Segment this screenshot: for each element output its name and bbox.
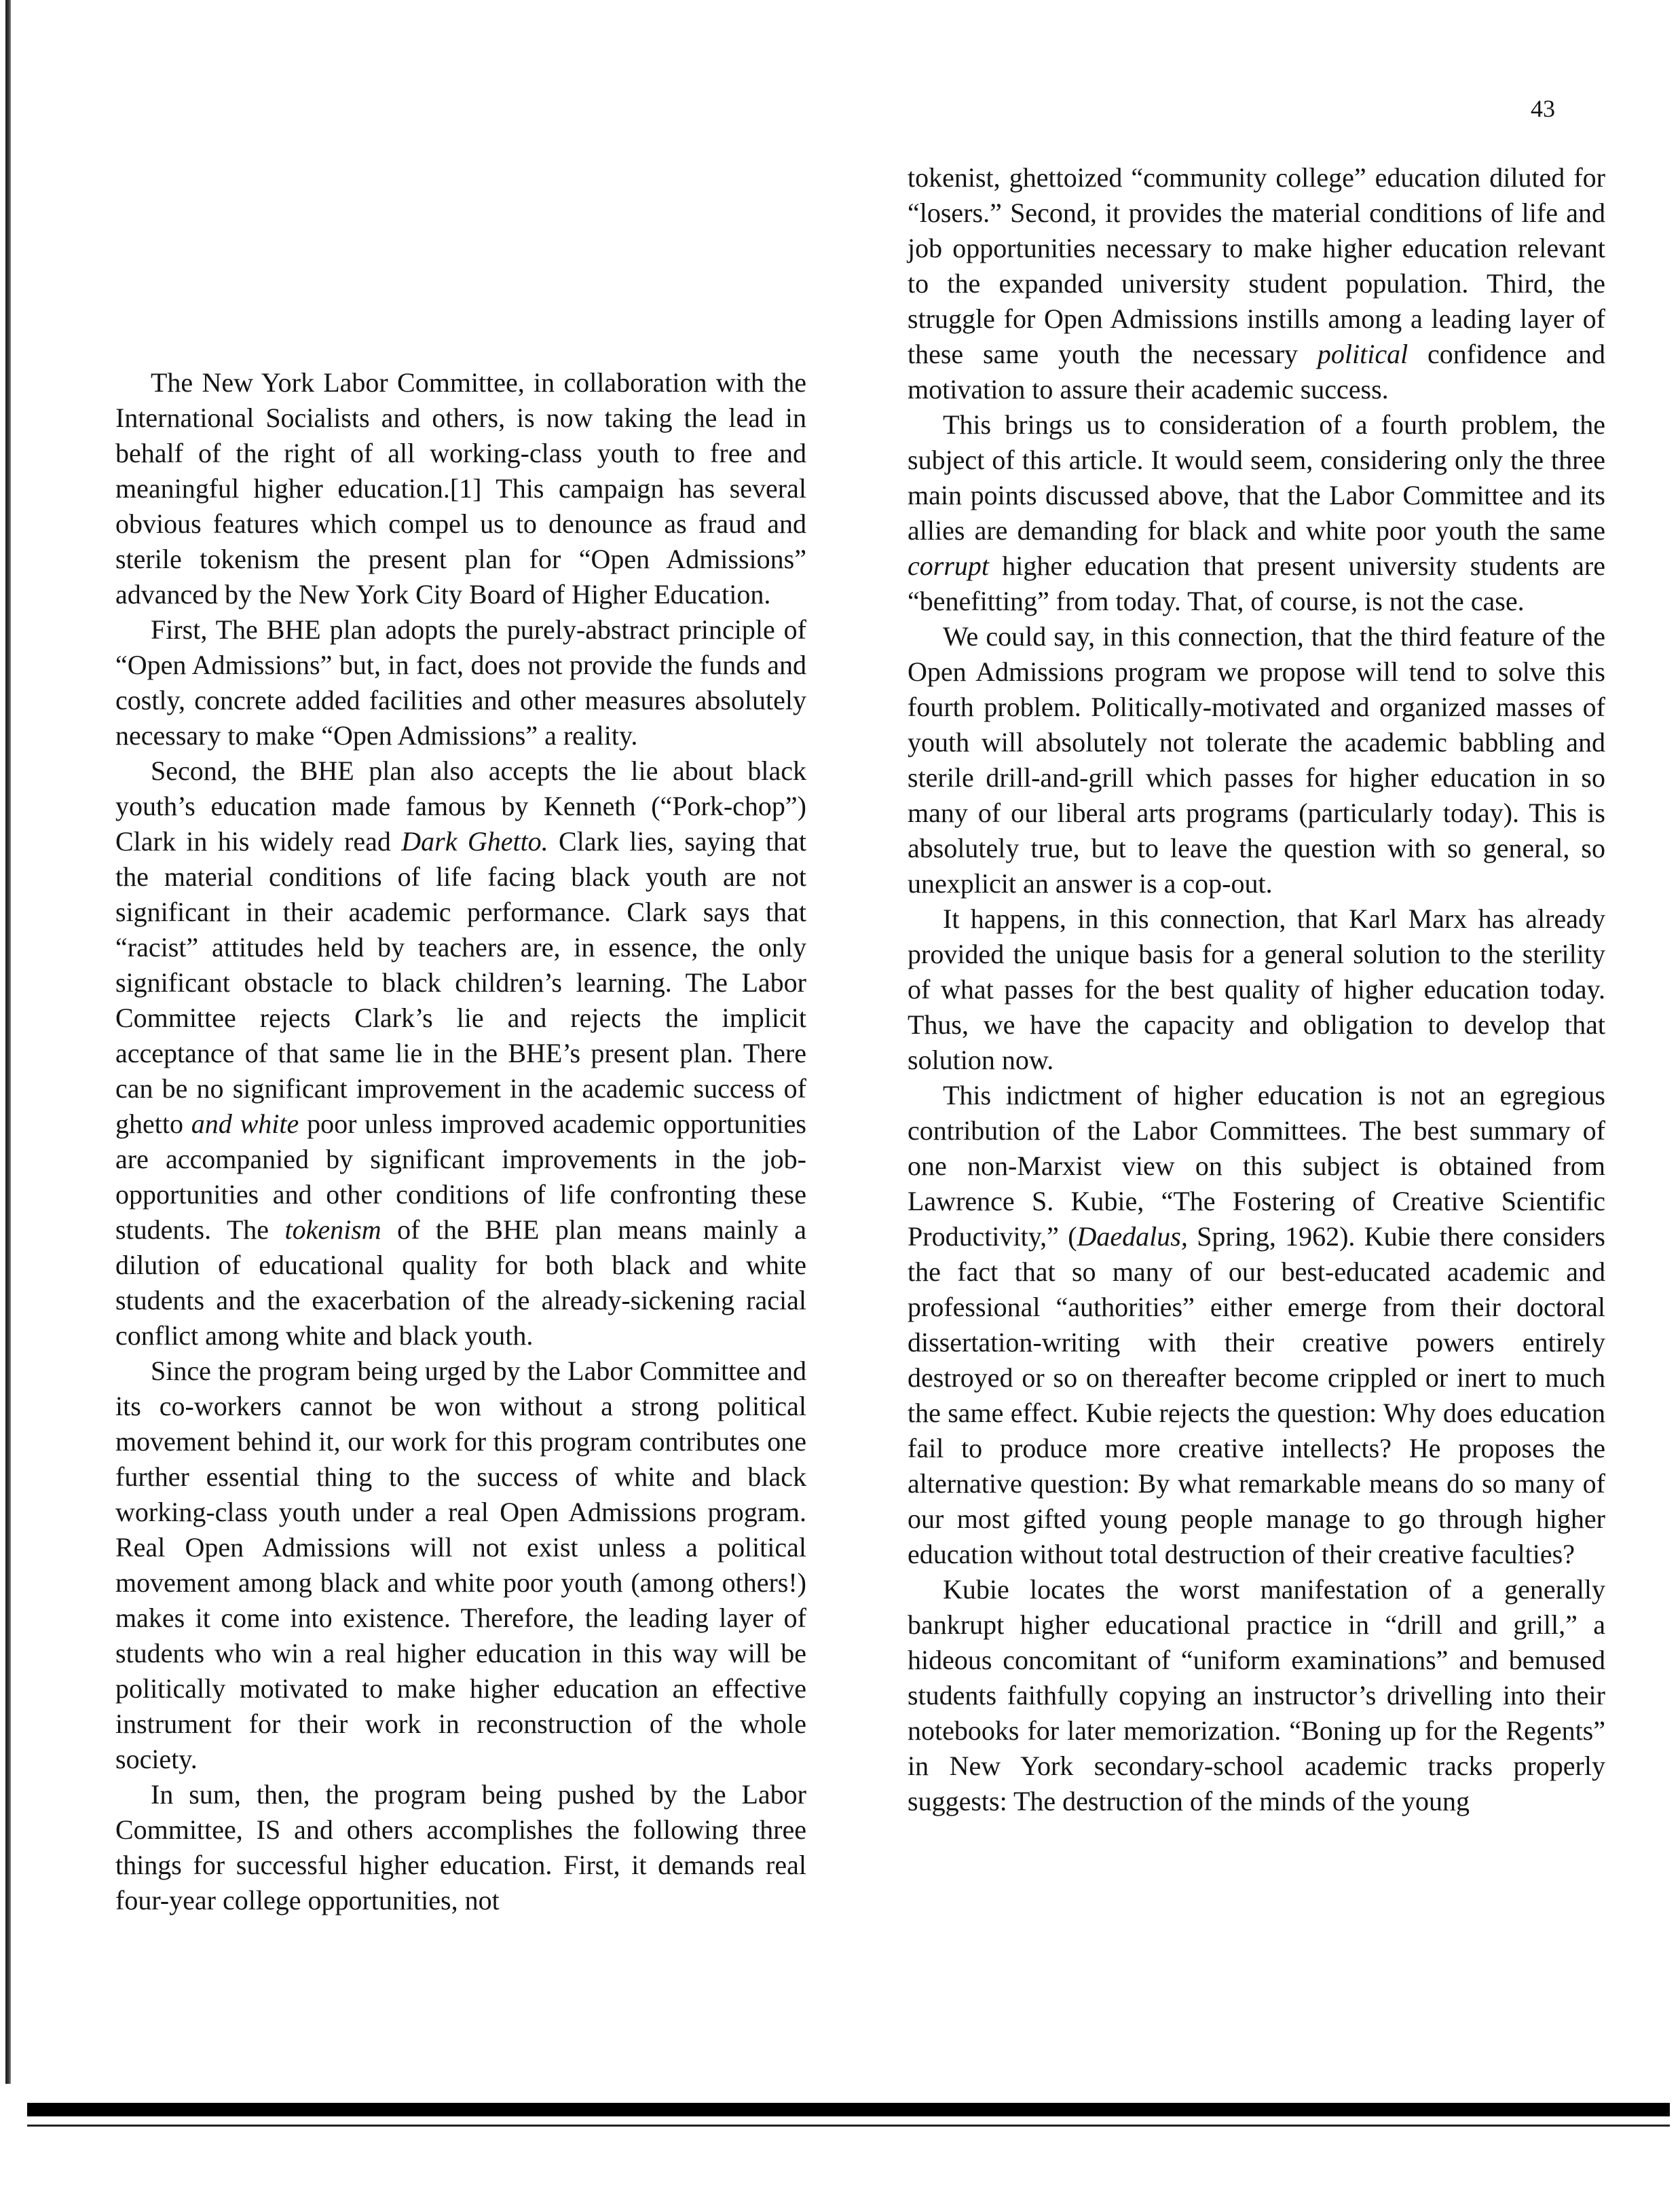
paragraph: The New York Labor Committee, in collaboration with the International Socialists and others, is now taking the lead in behalf of the right of all working-class youth to free and meaningful higher education.[1] This campaign has several obvious features which compel us to denounce as fraud and sterile tokenism the present plan for “Open Admissions” advanced by the New York City Board of Higher Education. [115,367,806,610]
page-number: 43 [1531,95,1555,122]
paragraph: tokenist, ghettoized “community college” education diluted for “losers.” Second, it provides the material conditions of life and job opportunities necessary to make higher education relevant to the expanded university student population. Third, the struggle for Open Admissions instills among a leading layer of these same youth the necessary political confidence and motivation to assure their academic success. [908,162,1606,405]
paragraph: This brings us to consideration of a fourth problem, the subject of this article. It would seem, considering only the three main points discussed above, that the Labor Committee and its allies are demanding for black and white poor youth the same corrupt higher education that present university students are “benefitting” from today. That, of course, is not the case. [908,409,1605,616]
paragraph: Second, the BHE plan also accepts the lie about black youth’s education made famous by Kenneth (“Pork-chop”) Clark in his widely read Dark Ghetto. Clark lies, saying that the material conditions of life facing black youth are not significant in their academic performance. Clark says that “racist” attitudes held by teachers are, in essence, the only significant obstacle to black children’s learning. The Labor Committee rejects Clark’s lie and rejects the implicit acceptance of that same lie in the BHE’s present plan. There can be no significant improvement in the academic success of ghetto and white poor unless improved academic opportunities are accompanied by significant improvements in the job-opportunities and other conditions of life confronting these students. The tokenism of the BHE plan means mainly a dilution of educational quality for both black and white students and the exacerbation of the already-sickening racial conflict among white and black youth. [115,755,807,1351]
right-column [908,160,1605,1819]
bottom-rule-thin [27,2125,1670,2127]
paragraph: This indictment of higher education is not an egregious contribution of the Labor Committees. The best summary of one non-Marxist view on this subject is obtained from Lawrence S. Kubie, “The Fostering of Creative Scientific Productivity,” (Daedalus, Spring, 1962). Kubie there considers the fact that so many of our best-educated academic and professional “authorities” either emerge from their doctoral dissertation-writing with their creative powers entirely destroyed or so on thereafter become crippled or inert to much the same effect. Kubie rejects the question: Why does education fail to produce more creative intellects? He proposes the alternative question: By what remarkable means do so many of our most gifted young people manage to go through higher education without total destruction of their creative faculties? [908,1080,1605,1569]
paragraph: First, The BHE plan adopts the purely-abstract principle of “Open Admissions” but, in fact, does not provide the funds and costly, concrete added facilities and other measures absolutely necessary to make “Open Admissions” a reality. [115,614,806,751]
paragraph: It happens, in this connection, that Karl Marx has already provided the unique basis for a general solution to the sterility of what passes for the best quality of higher education today. Thus, we have the capacity and obligation to develop that solution now. [908,903,1605,1075]
binding-edge [5,0,11,2084]
left-column [115,365,806,1918]
paragraph: Kubie locates the worst manifestation of a generally bankrupt higher educational practice in “drill and grill,” a hideous concomitant of “uniform examinations” and bemused students faithfully copying an instructor’s drivelling into their notebooks for later memorization. “Boning up for the Regents” in New York secondary-school academic tracks properly suggests: The destruction of the minds of the young [908,1574,1605,1816]
bottom-rule [27,2103,1670,2116]
paragraph: We could say, in this connection, that the third feature of the Open Admissions program we propose will tend to solve this fourth problem. Politically-motivated and organized masses of youth will absolutely not tolerate the academic babbling and sterile drill-and-grill which passes for higher education in so many of our liberal arts programs (particularly today). This is absolutely true, but to leave the question with so general, so unexplicit an answer is a cop-out. [908,621,1605,899]
paragraph: In sum, then, the program being pushed by the Labor Committee, IS and others accomplishes the following three things for successful higher education. First, it demands real four-year college opportunities, not [115,1779,806,1915]
paragraph: Since the program being urged by the Labor Committee and its co-workers cannot be won without a strong political movement behind it, our work for this program contributes one further essential thing to the success of white and black working-class youth under a real Open Admissions program. Real Open Admissions will not exist unless a political movement among black and white poor youth (among others!) makes it come into existence. Therefore, the leading layer of students who win a real higher education in this way will be politically motivated to make higher education an effective instrument for their work in reconstruction of the whole society. [115,1356,806,1774]
